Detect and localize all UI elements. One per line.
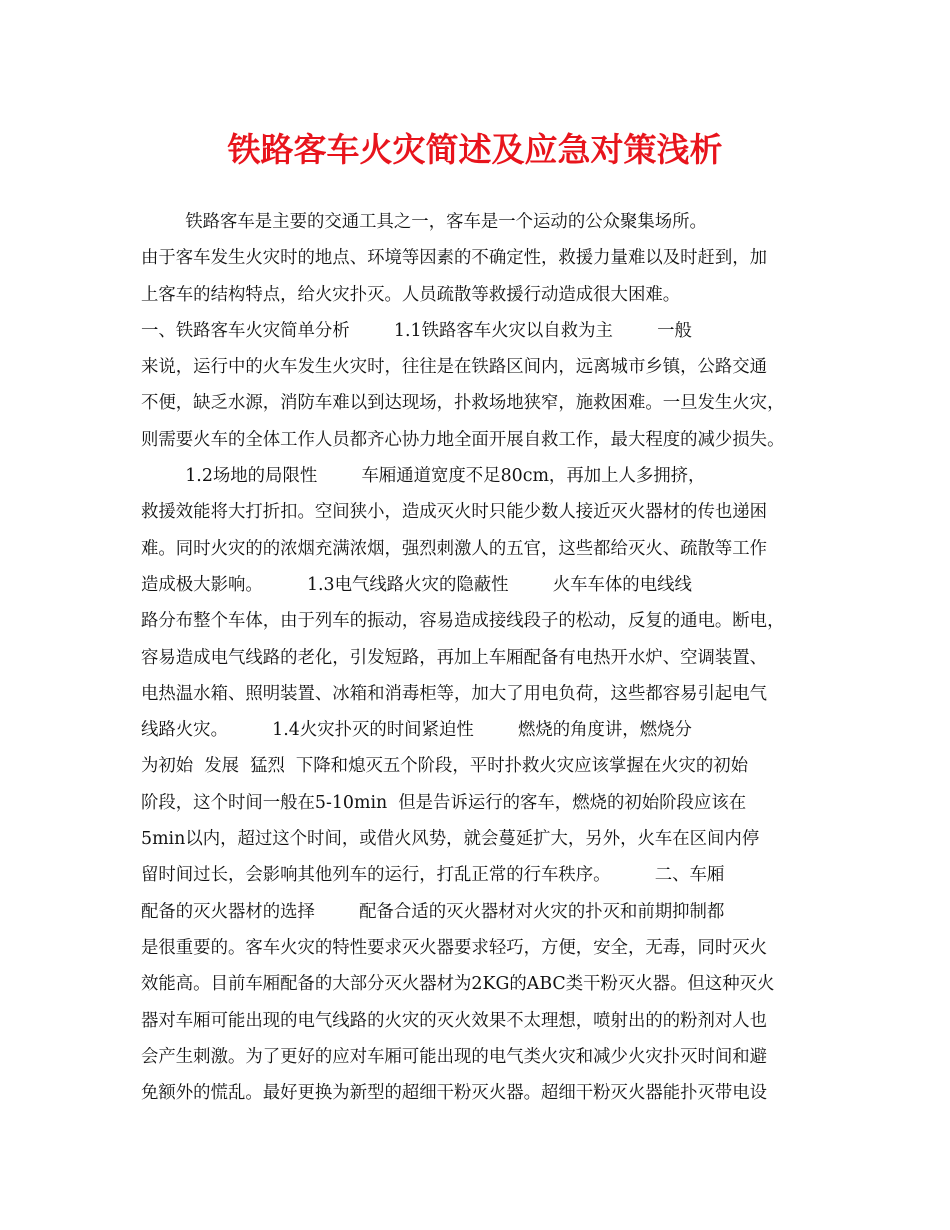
text-line: 电热温水箱、照明装置、冰箱和消毒柜等，加大了用电负荷，这些都容易引起电气 — [141, 683, 768, 704]
text-line: 免额外的慌乱。最好更换为新型的超细干粉灭火器。超细干粉灭火器能扑灭带电设 — [141, 1083, 768, 1104]
document-title: 铁路客车火灾简述及应急对策浅析 — [227, 130, 723, 169]
text-line: 5min以内，超过这个时间，或借火风势，就会蔓延扩大，另外，火车在区间内停 — [141, 829, 760, 850]
text-line: 救援效能将大打折扣。空间狭小，造成灭火时只能少数人接近灭火器材的传也递困 — [141, 502, 768, 523]
text-line: 效能高。目前车厢配备的大部分灭火器材为2KG的ABC类干粉灭火器。但这种灭火 — [141, 974, 775, 995]
text-line: 造成极大影响。 1.3电气线路火灾的隐蔽性 火车车体的电线线 — [141, 574, 692, 595]
text-line: 则需要火车的全体工作人员都齐心协力地全面开展自救工作，最大程度的减少损失。 — [141, 429, 785, 450]
text-line: 由于客车发生火灾时的地点、环境等因素的不确定性，救援力量难以及时赶到，加 — [141, 248, 768, 269]
text-line: 线路火灾。 1.4火灾扑灭的时间紧迫性 燃烧的角度讲，燃烧分 — [141, 720, 692, 741]
text-line: 器对车厢可能出现的电气线路的火灾的灭火效果不太理想，喷射出的的粉剂对人也 — [141, 1010, 768, 1031]
text-line: 会产生刺激。为了更好的应对车厢可能出现的电气类火灾和减少火灾扑灭时间和避 — [141, 1046, 768, 1067]
text-line: 一、铁路客车火灾简单分析 1.1铁路客车火灾以自救为主 一般 — [141, 320, 692, 341]
text-line: 阶段，这个时间一般在5-10min 但是告诉运行的客车，燃烧的初始阶段应该在 — [141, 792, 747, 813]
text-line: 来说，运行中的火车发生火灾时，往往是在铁路区间内，远离城市乡镇，公路交通 — [141, 357, 768, 378]
text-line: 容易造成电气线路的老化，引发短路，再加上车厢配备有电热开水炉、空调装置、 — [141, 647, 768, 668]
text-line: 铁路客车是主要的交通工具之一，客车是一个运动的公众聚集场所。 — [141, 212, 707, 232]
text-line: 为初始 发展 猛烈 下降和熄灭五个阶段，平时扑救火灾应该掌握在火灾的初始 — [141, 756, 749, 777]
text-line: 是很重要的。客车火灾的特性要求灭火器要求轻巧，方便，安全，无毒，同时灭火 — [141, 937, 768, 958]
text-line: 难。同时火灾的的浓烟充满浓烟，强烈刺激人的五官，这些都给灭火、疏散等工作 — [141, 538, 768, 559]
text-line: 配备的灭火器材的选择 配备合适的灭火器材对火灾的扑灭和前期抑制都 — [141, 901, 725, 922]
document-body — [141, 204, 831, 1111]
text-line: 1.2场地的局限性 车厢通道宽度不足80cm，再加上人多拥挤， — [141, 466, 706, 487]
text-line: 上客车的结构特点，给火灾扑灭。人员疏散等救援行动造成很大困难。 — [141, 284, 681, 305]
text-line: 留时间过长，会影响其他列车的运行，打乱正常的行车秩序。 二、车厢 — [141, 865, 725, 886]
text-line: 不便，缺乏水源，消防车难以到达现场，扑救场地狭窄，施救困难。一旦发生火灾， — [141, 393, 785, 414]
text-line: 路分布整个车体，由于列车的振动，容易造成接线段子的松动，反复的通电。断电， — [141, 611, 785, 632]
